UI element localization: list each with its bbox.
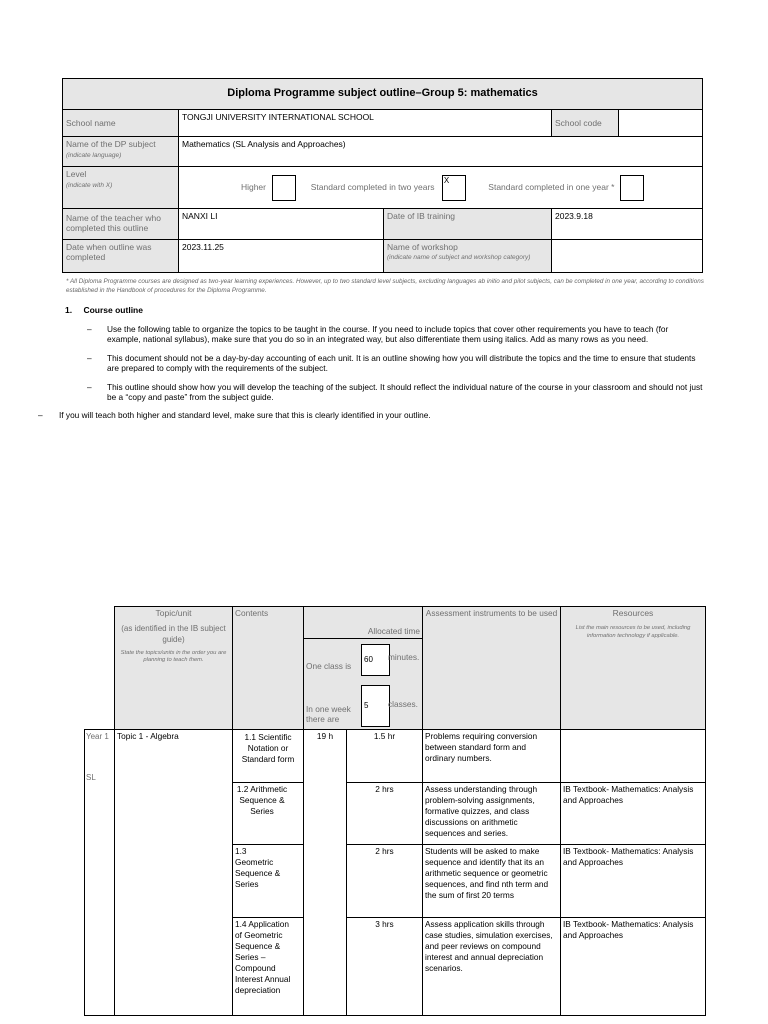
level-label: Level bbox=[66, 169, 87, 179]
section-number: 1. bbox=[65, 305, 73, 315]
footnote: * All Diploma Programme courses are designed as two-year learning experiences. However, up to two standard level subjects, excluding languages ab initio and pilot subjects, can be completed in one year, according to conditions established in the Handbook of procedures for the Diploma Programme. bbox=[66, 278, 704, 294]
instruction-item bbox=[87, 324, 703, 348]
time-cell: 2 hrs bbox=[347, 783, 423, 845]
time-cell: 1.5 hr bbox=[347, 730, 423, 783]
level-two-years-mark: X bbox=[443, 175, 450, 185]
instruction-item bbox=[87, 382, 703, 406]
classes-per-week-value: 5 bbox=[364, 701, 369, 710]
assessment-header: Assessment instruments to be used bbox=[423, 607, 561, 730]
topic-header-hint: State the topics/units in the order you are planning to teach them. bbox=[120, 649, 227, 664]
time-cell: 3 hrs bbox=[347, 918, 423, 1016]
header-spacer bbox=[85, 607, 115, 730]
content-cell: 1.3 Geometric Sequence & Series bbox=[233, 845, 304, 918]
content-cell: 1.4 Application of Geometric Sequence & Series – Compound Interest Annual depreciation bbox=[233, 918, 304, 1016]
level-two-years-label: Standard completed in two years bbox=[310, 181, 435, 192]
workshop-value bbox=[552, 240, 703, 273]
instruction-item bbox=[38, 410, 678, 422]
course-outline-table bbox=[84, 606, 706, 1016]
instruction-text: Use the following table to organize the topics to be taught in the course. If you need to include topics that cover other requirements you have to teach (for example, national syllabus), make sure that you do so in an integrated way, but also differentiate them using italics. Add as many rows as you need. bbox=[107, 324, 669, 345]
year-label: Year 1 bbox=[86, 732, 109, 741]
allocated-time-header: Allocated time bbox=[304, 607, 423, 639]
level-options bbox=[179, 167, 703, 209]
subject-outline-table bbox=[62, 78, 703, 273]
level-tag: SL bbox=[86, 772, 96, 782]
level-label-cell bbox=[63, 167, 179, 209]
subject-label-cell bbox=[63, 137, 179, 167]
resources-header-title: Resources bbox=[612, 608, 654, 618]
level-one-year-checkbox[interactable] bbox=[620, 175, 644, 201]
topic-hours-cell: 19 h bbox=[304, 730, 347, 1016]
assessment-cell: Students will be asked to make sequence and identify that its an arithmetic sequence or geometric sequences, and find nth term and the sum of first 20 terms bbox=[423, 845, 561, 918]
subject-hint: (indicate language) bbox=[66, 152, 122, 160]
level-one-year-label: Standard completed in one year * bbox=[488, 181, 615, 192]
resources-cell: IB Textbook- Mathematics: Analysis and Approaches bbox=[561, 845, 706, 918]
school-code-value bbox=[619, 110, 703, 137]
resources-cell: IB Textbook- Mathematics: Analysis and Approaches bbox=[561, 918, 706, 1016]
section-title: Course outline bbox=[83, 305, 143, 315]
workshop-label: Name of workshop bbox=[387, 242, 458, 252]
school-name-label: School name bbox=[63, 110, 179, 137]
instruction-text: If you will teach both higher and standard level, make sure that this is clearly identified in your outline. bbox=[59, 410, 431, 420]
workshop-label-cell bbox=[384, 240, 552, 273]
resources-cell bbox=[561, 730, 706, 783]
section-heading bbox=[65, 305, 143, 315]
class-length-cell bbox=[304, 639, 423, 686]
subject-value: Mathematics (SL Analysis and Approaches) bbox=[179, 137, 703, 167]
workshop-hint: (indicate name of subject and workshop category) bbox=[387, 254, 531, 262]
level-hint: (indicate with X) bbox=[66, 182, 113, 190]
date-label: Date when outline was completed bbox=[63, 240, 179, 273]
bullet-dash: – bbox=[87, 382, 92, 392]
year-cell bbox=[85, 730, 115, 1016]
school-code-label: School code bbox=[552, 110, 619, 137]
instruction-text: This document should not be a day-by-day accounting of each unit. It is an outline showing how you will distribute the topics and the time to ensure that students are prepared to comply with the requirements of the subject. bbox=[107, 353, 696, 374]
one-week-label: In one week there are bbox=[306, 704, 351, 724]
assessment-cell: Assess application skills through case studies, simulation exercises, and peer reviews on compound interest and annual depreciation scenarios. bbox=[423, 918, 561, 1016]
class-minutes-input[interactable] bbox=[361, 644, 390, 676]
resources-header-hint: List the main resources to be used, including information technology if applicable. bbox=[575, 625, 691, 639]
subject-label: Name of the DP subject bbox=[66, 139, 156, 149]
ib-training-label: Date of IB training bbox=[384, 209, 552, 240]
classes-label: classes. bbox=[388, 699, 418, 709]
topic-cell: Topic 1 - Algebra bbox=[115, 730, 233, 1016]
bullet-dash: – bbox=[87, 324, 92, 334]
class-minutes-value: 60 bbox=[364, 655, 373, 664]
school-name-value: TONGJI UNIVERSITY INTERNATIONAL SCHOOL bbox=[179, 110, 552, 137]
classes-per-week-cell bbox=[304, 685, 423, 730]
content-cell: 1.1 Scientific Notation or Standard form bbox=[233, 730, 304, 783]
bullet-dash: – bbox=[38, 410, 43, 420]
time-cell: 2 hrs bbox=[347, 845, 423, 918]
bullet-dash: – bbox=[87, 353, 92, 363]
assessment-cell: Problems requiring conversion between standard form and ordinary numbers. bbox=[423, 730, 561, 783]
date-value: 2023.11.25 bbox=[179, 240, 384, 273]
resources-cell: IB Textbook- Mathematics: Analysis and Approaches bbox=[561, 783, 706, 845]
resources-header bbox=[561, 607, 706, 730]
level-higher-label: Higher bbox=[240, 181, 266, 192]
minutes-label: minutes. bbox=[388, 652, 420, 662]
one-class-label: One class is bbox=[306, 661, 352, 671]
level-higher-checkbox[interactable] bbox=[272, 175, 296, 201]
outline-title: Diploma Programme subject outline–Group 5: mathematics bbox=[63, 79, 703, 110]
level-two-years-checkbox[interactable] bbox=[442, 175, 466, 201]
topic-header bbox=[115, 607, 233, 730]
instruction-text: This outline should show how you will develop the teaching of the subject. It should reflect the individual nature of the course in your classroom and should not just be a “copy and paste” from the subject guide. bbox=[107, 382, 703, 403]
ib-training-value: 2023.9.18 bbox=[552, 209, 703, 240]
contents-header: Contents bbox=[233, 607, 304, 730]
instruction-item bbox=[87, 353, 703, 377]
teacher-label: Name of the teacher who completed this outline bbox=[63, 209, 179, 240]
content-cell bbox=[233, 783, 304, 845]
classes-per-week-input[interactable] bbox=[361, 685, 390, 727]
teacher-value: NANXI LI bbox=[179, 209, 384, 240]
topic-header-title: Topic/unit bbox=[155, 608, 192, 618]
assessment-cell: Assess understanding through problem-solving assignments, formative quizzes, and class discussions on arithmetic sequences and series. bbox=[423, 783, 561, 845]
topic-header-sub: (as identified in the IB subject guide) bbox=[121, 624, 226, 644]
content-text: 1.2 Arithmetic Sequence & Series bbox=[236, 784, 288, 817]
